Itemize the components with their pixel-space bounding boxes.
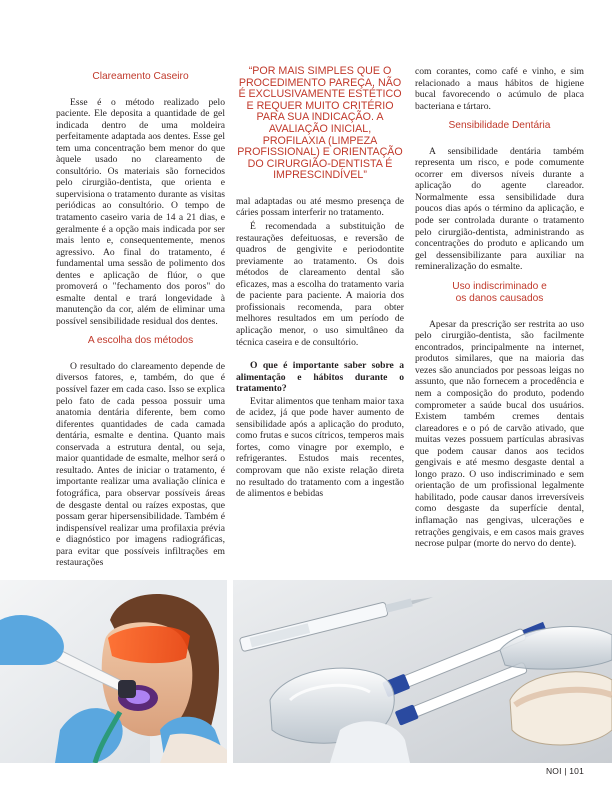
column-1 [56,66,225,571]
section-heading-sensibilidade: Sensibilidade Dentária [448,120,551,132]
paragraph: O resultado do clareamento depende de diversos fatores, e, também, do que é possível fazer em cada caso. Isso se explica pelo fato de cada pessoa possuir uma anatomia dentária diferente, bem como diferentes quantidades de cada camada dentária, esmalte e dentina. Quanto mais conservada a estrutura dental, ou seja, maior quantidade de esmalte, melhor será o resultado. Antes de iniciar o tratamento, é importante realizar uma avaliação clínica e fotográfica, para observar possíveis áreas de desgaste dental ou raízes expostas, que possam gerar hipersensibilidade. Também é indispensível realizar uma profilaxia prévia e diagnóstico por imagens radiográficas, para evitar que possíveis infiltrações em restaurações [56,360,225,569]
whitening-products-photo [233,580,612,763]
column-3 [415,66,584,552]
column-2 [236,66,404,502]
section-heading-uso-indiscriminado [415,281,584,306]
paragraph: com corantes, como café e vinho, e sim relacionado a maus hábitos de higiene bucal favorecendo o acúmulo de placa bacteriana e tártaro. [415,66,584,112]
pull-quote: “POR MAIS SIMPLES QUE O PROCEDIMENTO PAREÇA, NÃO É EXCLUSIVAMENTE ESTÉTICO E REQUER MUITO CRITÉRIO PARA SUA INDICAÇÃO. A AVALIAÇÃO INICIAL, PROFILAXIA (LIMPEZA PROFISSIONAL) E ORIENTAÇÃO DO CIRURGIÃO-DENTISTA É IMPRESCINDÍVEL” [237,65,403,182]
paragraph: Apesar da prescrição ser restrita ao uso pelo cirurgião-dentista, são facilmente encontrados, principalmente na internet, produtos similares, que na maioria das vezes são anunciados por pessoas leigas no assunto, que não fornecem a procedência e nem a composição do produto, podendo comprometer a saúde bucal dos usuários. Existem também cremes dentais clareadores e o pó de carvão ativado, que muitas vezes possuem partículas abrasivas que podem causar danos aos tecidos gengivais e até mesmo desgaste dental a longo prazo. O uso indiscriminado e sem orientação de um profissional legalmente habilitado, pode causar danos irreversíveis como desgaste da superfície dental, inflamação nas gengivas, ulcerações e retrações gengivais, e em casos mais graves necrose pulpar (morte do nervo do dente). [415,318,584,550]
section-heading-clareamento-caseiro: Clareamento Caseiro [92,71,189,82]
heading-line-1: Uso indiscriminado e [452,280,547,292]
paragraph: Esse é o método realizado pelo paciente. Ele deposita a quantidade de gel indicada dentro de uma moldeira perfeitamente adaptada aos dentes. Esse gel tem uma concentração bem menor do que àquele usado no clareamento de consultório. Os materiais são fornecidos pelo cirurgião-dentista, que orienta e supervisiona o tratamento durante as visitas periódicas ao consultório. O tempo de tratamento caseiro varia de 14 a 21 dias, e geralmente é a opção mais indicada por ser mais lento e, consequentemente, menos agressivo. Ao final do tratamento, é fundamental uma sessão de polimento dos dentes e aplicação de flúor, o que promoverá o "fechamento dos poros" do esmalte dental e trará longevidade à manutenção da cor, além de eliminar uma possível sensibilidade residual dos dentes. [56,96,225,327]
paragraph: É recomendada a substituição de restaurações defeituosas, e reversão de quadros de gengivite e periodontite previamente ao tratamento. Os dois métodos de clareamento dental são eficazes, mas a escolha do tratamento varia de paciente para paciente. A maioria dos profissionais recomenda, para obter melhores resultados em um período de aplicação menor, o uso simultâneo da técnica caseira e de consultório. [236,221,404,348]
photo-strip [0,580,612,763]
heading-line-2: os danos causados [455,293,544,305]
paragraph: mal adaptadas ou até mesmo presença de cáries possam interferir no tratamento. [236,195,404,219]
page-footer: NOI | 101 [545,766,584,776]
paragraph: A sensibilidade dentária também representa um risco, e pode comumente ocorrer em diversos níveis durante a aplicação do agente clareador. Normalmente essa sensibilidade dura poucos dias após o término da aplicação, e pode ser controlada durante o tratamento pelo cirurgião-dentista, administrando as concentrações do produto e aplicando um gel dessensibilizante para auxiliar na remineralização do esmalte. [415,145,584,273]
section-heading-escolha-metodos: A escolha dos métodos [87,335,194,347]
dentist-whitening-photo [0,580,227,763]
paragraph: Evitar alimentos que tenham maior taxa de acidez, já que pode haver aumento de sensibilidade após a aplicação do produto, como frutas e sucos cítricos, temperos mais fortes, como vinagre por exemplo, e refrigerantes. Estudos mais recentes, comprovam que não existe relação direta no resultado do tratamento com a ingestão de alimentos e bebidas [236,395,404,500]
question-heading: O que é importante saber sobre a alimentação e hábitos durante o tratamento? [236,360,404,395]
